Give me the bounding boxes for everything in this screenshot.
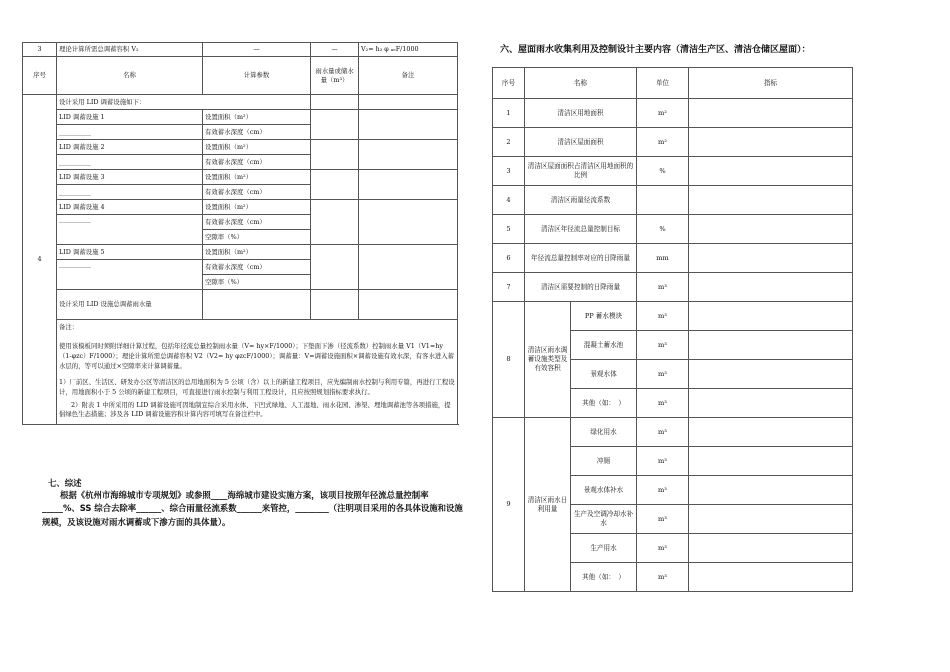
row-unit: m³ xyxy=(637,273,689,302)
row-no: 6 xyxy=(493,244,525,273)
row-index-value[interactable] xyxy=(689,389,853,418)
group8-no: 8 xyxy=(493,302,525,418)
facility-1-blank: __________ xyxy=(57,125,203,140)
row4-total-label: 设计采用 LID 设施总调蓄雨水量 xyxy=(57,290,203,320)
header-no: 序号 xyxy=(23,57,57,95)
group9-no: 9 xyxy=(493,418,525,592)
table-row xyxy=(493,99,853,128)
group8-name: 清洁区雨水调蓄设施类型及有效容积 xyxy=(525,302,571,418)
row-index-value[interactable] xyxy=(689,476,853,505)
table-row xyxy=(493,302,853,331)
header-note: 备注 xyxy=(359,57,458,95)
facility-5-param-1: 设置面积（m²） xyxy=(203,245,311,260)
row-index-value[interactable] xyxy=(689,418,853,447)
notes-paragraph-3: 2）附表 1 中所采用的 LID 调蓄设施可因地制宜综合采用水体、下凹式绿地、人工湿地、雨水花园、渗渠、埋地调蓄池等各项措施，提倡绿色生态措施；涉及各 LID 调蓄设施容积计算内容可填写在备注栏中。 xyxy=(59,400,451,419)
table-row xyxy=(493,215,853,244)
row-index-value[interactable] xyxy=(689,563,853,592)
group9-item-unit: m³ xyxy=(637,447,689,476)
row-no: 4 xyxy=(493,186,525,215)
group8-item-unit: m³ xyxy=(637,389,689,418)
header-params: 计算参数 xyxy=(203,57,311,95)
facility-4-param-1: 设置面积（m²） xyxy=(203,200,311,215)
group9-item-unit: m³ xyxy=(637,418,689,447)
table-row xyxy=(493,418,853,447)
row-unit: % xyxy=(637,157,689,186)
facility-1-name: LID 调蓄设施 1 xyxy=(57,110,203,125)
facility-3-param-1: 设置面积（m²） xyxy=(203,170,311,185)
table-row xyxy=(493,244,853,273)
row-index-value[interactable] xyxy=(689,360,853,389)
row-no: 5 xyxy=(493,215,525,244)
group8-item-unit: m³ xyxy=(637,302,689,331)
notes-paragraph-1: 使用该模板同时须附详细计算过程，包括年径流总量控制雨水量（V= hy×F/1000）；下垫面下渗（径流系数）控制雨水量 V1（V1=hy（1-φzc）F/1000）；理论计算所需总调蓄容积 V2（V2= hy φzcF/1000）；调蓄量：V=调蓄设施面积×调蓄设施有效水深，有客水进入蓄水层的，等可以通过×空隙率来计算调蓄量。 xyxy=(59,341,455,370)
group9-item-name: 其他（如： ） xyxy=(571,563,637,592)
row-name: 清洁区用地面积 xyxy=(525,99,637,128)
header-no: 序号 xyxy=(493,68,525,99)
group9-item-name: 生产及空调冷却水补水 xyxy=(571,505,637,534)
group9-item-unit: m³ xyxy=(637,534,689,563)
row-index-value[interactable] xyxy=(689,186,853,215)
header-name: 名称 xyxy=(57,57,203,95)
table-row xyxy=(493,186,853,215)
facility-2-param-2: 有效蓄水深度（cm） xyxy=(203,155,311,170)
row4-intro: 设计采用 LID 调蓄设施如下： xyxy=(57,95,311,110)
table-row xyxy=(23,43,458,57)
row-name: 清洁区屋面面积 xyxy=(525,128,637,157)
row-index-value[interactable] xyxy=(689,128,853,157)
row-no: 7 xyxy=(493,273,525,302)
section-title: 六、屋面雨水收集利用及控制设计主要内容（清洁生产区、清洁仓储区屋面）： xyxy=(500,45,811,55)
group9-name: 清洁区雨水日利用量 xyxy=(525,418,571,592)
row-index-value[interactable] xyxy=(689,215,853,244)
group9-item-name: 绿化用水 xyxy=(571,418,637,447)
row-unit: mm xyxy=(637,244,689,273)
header-name: 名称 xyxy=(525,68,637,99)
row-name: 清洁区年径流总量控制目标 xyxy=(525,215,637,244)
row3-value-1: — xyxy=(203,43,311,57)
facility-5-param-3: 空隙率（%） xyxy=(203,275,311,290)
row-no: 3 xyxy=(493,157,525,186)
facility-3-blank: __________ xyxy=(57,185,203,200)
row-index-value[interactable] xyxy=(689,534,853,563)
facility-3-name: LID 调蓄设施 3 xyxy=(57,170,203,185)
row-index-value[interactable] xyxy=(689,244,853,273)
row-index-value[interactable] xyxy=(689,273,853,302)
facility-2-name: LID 调蓄设施 2 xyxy=(57,140,203,155)
row4-no: 4 xyxy=(23,95,57,425)
row-name: 清洁区需要控制的日降雨量 xyxy=(525,273,637,302)
row-index-value[interactable] xyxy=(689,302,853,331)
lid-calculation-table xyxy=(22,42,458,425)
facility-4-param-2: 有效蓄水深度（cm） xyxy=(203,215,311,230)
row-name: 清洁区雨量径流系数 xyxy=(525,186,637,215)
facility-4-param-3: 空隙率（%） xyxy=(203,230,311,245)
group8-item-name: 其他（如： ） xyxy=(571,389,637,418)
group9-item-name: 冲厕 xyxy=(571,447,637,476)
row-name: 清洁区屋面面积占清洁区用地面积的比例 xyxy=(525,157,637,186)
facility-1-param-1: 设置面积（m²） xyxy=(203,110,311,125)
row-no: 1 xyxy=(493,99,525,128)
group8-item-unit: m³ xyxy=(637,360,689,389)
facility-5-name: LID 调蓄设施 5 xyxy=(57,245,203,260)
facility-3-param-2: 有效蓄水深度（cm） xyxy=(203,185,311,200)
summary-body: 根据《杭州市海绵城市专项规划》或参照____海绵城市建设实施方案，该项目按照年径流总量控制率_____%、SS 综合去除率______、综合雨量径流系数______来管控，________（注明项目采用的各具体设施和设施规模，及该设施对雨水调蓄或下渗方面的具体量）。 xyxy=(42,490,463,527)
facility-5-blank: __________ xyxy=(57,260,203,290)
group9-item-unit: m³ xyxy=(637,505,689,534)
table-header-row xyxy=(23,57,458,95)
row-unit: m² xyxy=(637,128,689,157)
header-index: 指标 xyxy=(689,68,853,99)
row-unit: % xyxy=(637,215,689,244)
row-index-value[interactable] xyxy=(689,99,853,128)
group8-item-name: 景观水体 xyxy=(571,360,637,389)
header-volume: 雨水量或储水量（m³） xyxy=(311,57,359,95)
group9-item-unit: m³ xyxy=(637,563,689,592)
row3-value-2: — xyxy=(311,43,359,57)
row-name: 年径流总量控制率对应的日降雨量 xyxy=(525,244,637,273)
notes-label: 备注： xyxy=(59,323,79,331)
group8-item-unit: m³ xyxy=(637,331,689,360)
row-unit xyxy=(637,186,689,215)
row-index-value[interactable] xyxy=(689,331,853,360)
group9-item-name: 景观水体补水 xyxy=(571,476,637,505)
facility-4-name: LID 调蓄设施 4 xyxy=(57,200,203,215)
row3-note: V₂= h₂ φ ₐₑF/1000 xyxy=(359,43,458,57)
group9-item-unit: m³ xyxy=(637,476,689,505)
row3-no: 3 xyxy=(23,43,57,57)
summary-title: 七、综述 xyxy=(48,478,82,488)
facility-2-blank: __________ xyxy=(57,155,203,170)
facility-4-blank: __________ xyxy=(57,215,203,245)
header-unit: 单位 xyxy=(637,68,689,99)
row-no: 2 xyxy=(493,128,525,157)
row-unit: m² xyxy=(637,99,689,128)
roof-rainwater-table xyxy=(492,67,853,592)
table-row xyxy=(493,128,853,157)
group8-item-name: PP 蓄水模块 xyxy=(571,302,637,331)
facility-1-param-2: 有效蓄水深度（cm） xyxy=(203,125,311,140)
notes-paragraph-2: 1）厂前区、生活区、研发办公区等清洁区的总用地面积为 5 公顷（含）以上的新建工程项目，应先编制雨水控制与利用专篇，再进行工程设计，用地面积小于 5 公顷的新建工程项目，可直接进行雨水控制与利用工程设计，且应按照规划指标要求执行。 xyxy=(59,377,455,396)
table-row xyxy=(493,157,853,186)
row-index-value[interactable] xyxy=(689,157,853,186)
facility-2-param-1: 设置面积（m²） xyxy=(203,140,311,155)
group8-item-name: 混凝土蓄水池 xyxy=(571,331,637,360)
row-index-value[interactable] xyxy=(689,447,853,476)
notes-cell xyxy=(57,320,458,425)
row3-name: 理论计算所需总调蓄容积 V₂ xyxy=(57,43,203,57)
facility-5-param-2: 有效蓄水深度（cm） xyxy=(203,260,311,275)
row-index-value[interactable] xyxy=(689,505,853,534)
table-row xyxy=(493,273,853,302)
table-header-row xyxy=(493,68,853,99)
group9-item-name: 生产用水 xyxy=(571,534,637,563)
